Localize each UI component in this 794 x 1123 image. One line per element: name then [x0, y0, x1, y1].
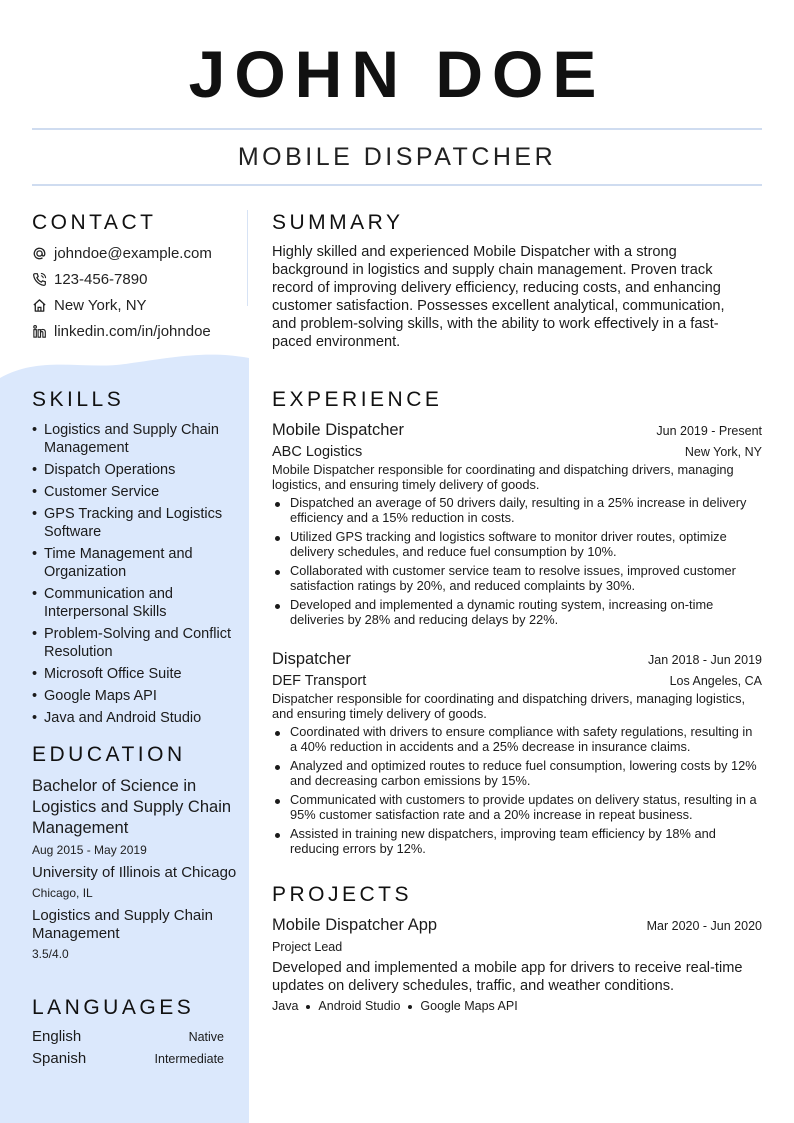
experience-entry [272, 650, 762, 860]
experience-location: New York, NY [684, 445, 762, 459]
experience-bullet: Assisted in training new dispatchers, improving team efficiency by 18% and reducing errors by 12%. [272, 826, 762, 856]
experience-bullet: Coordinated with drivers to ensure compliance with safety regulations, resulting in a 40% reduction in accidents and a 25% decrease in insurance claims. [272, 724, 762, 754]
experience-title: Dispatcher [272, 650, 351, 668]
education-location: Chicago, IL [32, 886, 93, 900]
experience-bullet: Dispatched an average of 50 drivers daily, resulting in a 25% increase in delivery efficiency and a 15% reduction in costs. [272, 495, 762, 525]
contact-location-text: New York, NY [54, 296, 147, 314]
skill-item: • Microsoft Office Suite [32, 665, 242, 683]
education-field: Logistics and Supply Chain Management [32, 907, 213, 942]
experience-bullet: Analyzed and optimized routes to reduce fuel consumption, lowering costs by 12% and decreasing carbon emissions by 15%. [272, 758, 762, 788]
phone-icon [32, 272, 47, 287]
skill-item: • Java and Android Studio [32, 709, 242, 727]
education-gpa: 3.5/4.0 [32, 947, 69, 961]
experience-description: Mobile Dispatcher responsible for coordinating and dispatching drivers, managing logistics, and ensuring timely delivery of goods. [272, 462, 734, 492]
project-tag: Java [272, 999, 299, 1013]
experience-title: Mobile Dispatcher [272, 421, 405, 439]
language-row [32, 1028, 224, 1045]
skill-item: • Problem-Solving and Conflict Resolution [32, 625, 242, 661]
education-degree: Bachelor of Science in Logistics and Supply Chain Management [32, 777, 232, 837]
contact-email[interactable] [32, 243, 212, 263]
project-title: Mobile Dispatcher App [272, 916, 438, 934]
contact-location [32, 295, 147, 315]
experience-bullets [272, 724, 762, 856]
experience-company: ABC Logistics [272, 444, 363, 460]
skill-item: • Dispatch Operations [32, 461, 242, 479]
tag-separator [408, 1005, 412, 1009]
project-entry [272, 916, 762, 1013]
header-divider-bottom [32, 184, 762, 186]
skill-item: • Logistics and Supply Chain Management [32, 421, 242, 457]
experience-bullet: Developed and implemented a dynamic routing system, increasing on-time deliveries by 28% and reducing delays by 22%. [272, 597, 762, 627]
experience-bullets [272, 495, 762, 627]
language-name: Spanish [32, 1050, 87, 1067]
language-level: Native [188, 1030, 224, 1044]
experience-bullet: Communicated with customers to provide updates on delivery status, resulting in a 95% customer satisfaction rate and a 20% increase in repeat business. [272, 792, 762, 822]
tag-separator [306, 1005, 310, 1009]
contact-heading: CONTACT [32, 211, 157, 234]
experience-company: DEF Transport [272, 673, 367, 689]
experience-dates: Jun 2019 - Present [656, 424, 762, 438]
education-dates: Aug 2015 - May 2019 [32, 843, 147, 857]
candidate-name: JOHN DOE [188, 37, 606, 111]
summary-text: Highly skilled and experienced Mobile Dispatcher with a strong background in logistics and supply chain management. Proven track record of improving delivery efficiency, reducing costs, and enhancing customer satisfaction. Possesses excellent analytical, communication, and problem-solving skills, with the ability to work effectively in a fast-paced environment. [272, 244, 725, 350]
at-icon [32, 246, 47, 261]
project-description: Developed and implemented a mobile app for drivers to receive real-time updates on delivery schedules, traffic, and weather conditions. [272, 960, 743, 994]
education-heading: EDUCATION [32, 743, 186, 766]
projects-heading: PROJECTS [272, 883, 413, 906]
linkedin-icon [32, 324, 47, 339]
language-name: English [32, 1028, 82, 1045]
contact-linkedin-text: linkedin.com/in/johndoe [54, 322, 211, 340]
experience-dates: Jan 2018 - Jun 2019 [648, 653, 762, 667]
header-divider-top [32, 128, 762, 130]
contact-phone[interactable] [32, 269, 147, 289]
project-tag: Android Studio [318, 999, 401, 1013]
skills-list [32, 421, 242, 731]
languages-heading: LANGUAGES [32, 996, 195, 1019]
job-title: MOBILE DISPATCHER [237, 143, 557, 171]
skill-item: • Communication and Interpersonal Skills [32, 585, 242, 621]
skill-item: • Time Management and Organization [32, 545, 242, 581]
experience-bullet: Utilized GPS tracking and logistics software to monitor driver routes, optimize delivery schedules, and reduce fuel consumption by 10%. [272, 529, 762, 559]
experience-location: Los Angeles, CA [669, 674, 762, 688]
skills-heading: SKILLS [32, 388, 125, 411]
contact-linkedin[interactable] [32, 321, 211, 341]
summary-heading: SUMMARY [272, 211, 404, 234]
skill-item: • Google Maps API [32, 687, 242, 705]
project-dates: Mar 2020 - Jun 2020 [646, 919, 762, 933]
contact-phone-text: 123-456-7890 [54, 270, 148, 288]
experience-heading: EXPERIENCE [272, 388, 443, 411]
experience-bullet: Collaborated with customer service team to resolve issues, improved customer satisfaction ratings by 20%, and reduced complaints by 30%. [272, 563, 762, 593]
project-tag: Google Maps API [420, 999, 518, 1013]
experience-description: Dispatcher responsible for coordinating and dispatching drivers, managing logistics, and ensuring timely delivery of goods. [272, 691, 746, 721]
home-icon [32, 298, 47, 313]
project-role: Project Lead [272, 940, 343, 954]
skill-item: • Customer Service [32, 483, 242, 501]
skill-item: • GPS Tracking and Logistics Software [32, 505, 242, 541]
contact-email-text: johndoe@example.com [54, 244, 212, 262]
language-level: Intermediate [154, 1052, 224, 1066]
education-school: University of Illinois at Chicago [32, 864, 237, 881]
project-tags [272, 999, 762, 1013]
experience-entry [272, 421, 762, 631]
column-divider [247, 210, 248, 306]
language-row [32, 1050, 224, 1067]
education-entry [32, 776, 242, 962]
